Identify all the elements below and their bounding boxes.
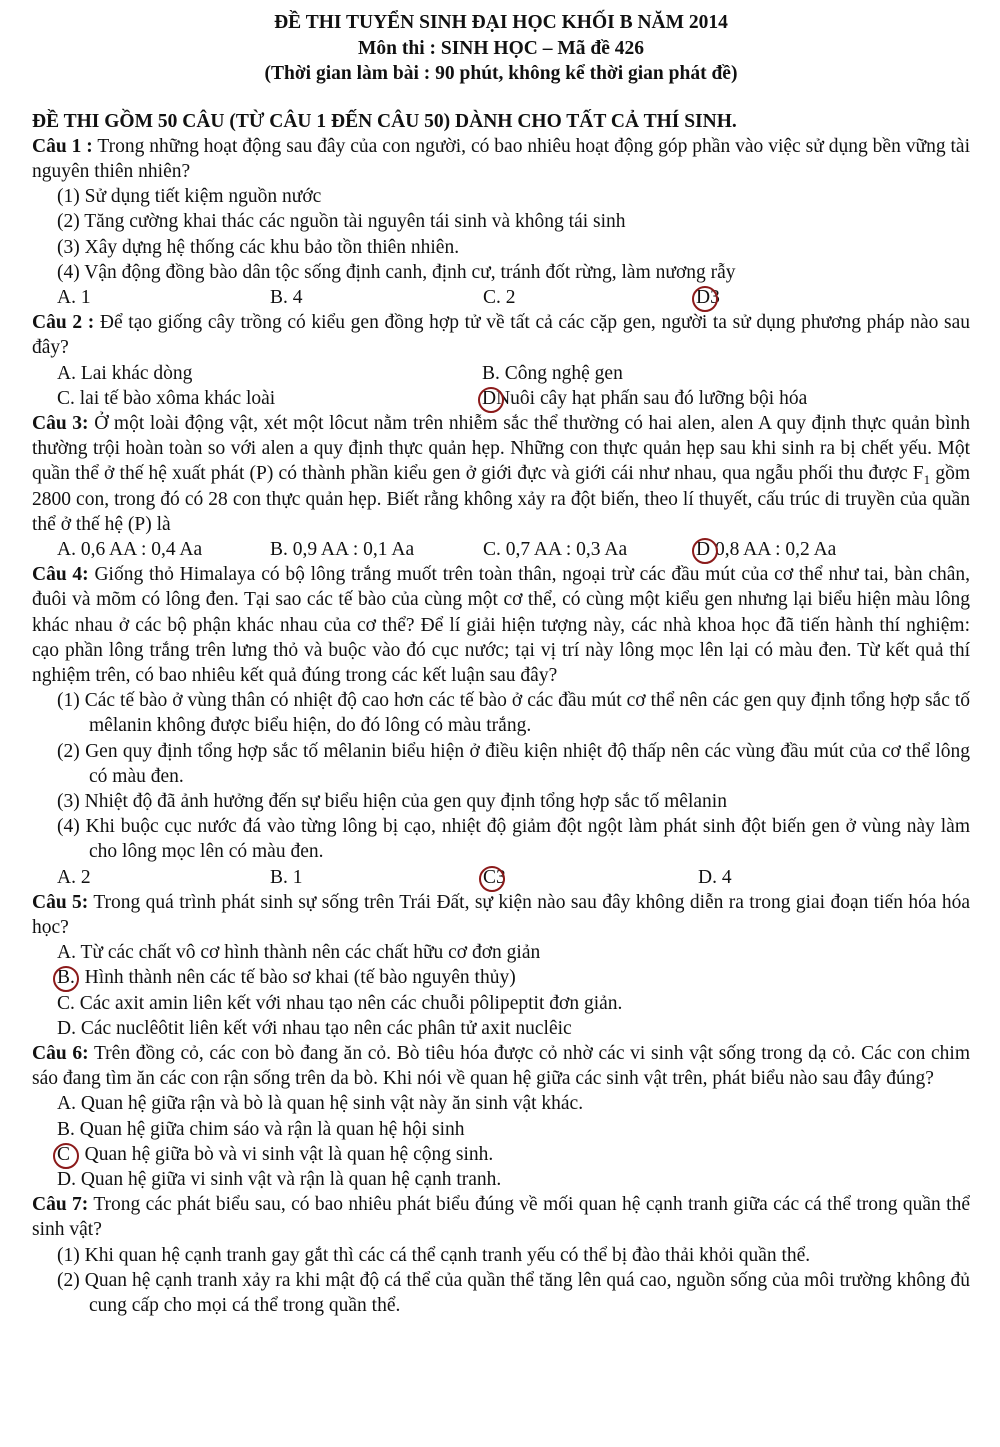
choice-a: A. Lai khác dòng xyxy=(57,362,193,384)
question-label: Câu 3: xyxy=(32,412,89,434)
answer-choices xyxy=(32,361,970,411)
statement: (1) Khi quan hệ cạnh tranh gay gắt thì các cá thể cạnh tranh yếu có thể bị đào thải khỏi quần thể. xyxy=(57,1244,811,1266)
question-2 xyxy=(32,310,970,411)
answer-circle-mark: D xyxy=(696,285,710,310)
choice-a: A. 1 xyxy=(57,286,91,308)
choice-a: A. 0,6 AA : 0,4 Aa xyxy=(57,538,203,560)
exam-subject: Môn thi : SINH HỌC – Mã đề 426 xyxy=(357,37,644,59)
question-6 xyxy=(32,1041,970,1192)
question-text: Để tạo giống cây trồng có kiểu gen đồng hợp tử về tất cả các cặp gen, người ta sử dụng phương pháp nào sau đây? xyxy=(32,312,970,359)
question-5 xyxy=(32,890,970,1041)
question-7 xyxy=(32,1192,970,1318)
answer-circle-mark: C xyxy=(57,1142,70,1167)
question-text-cont: gồm 2800 con, trong đó có 28 con thực quản hẹp. Biết rằng không xảy ra đột biến, theo lí thuyết, cấu trúc di truyền của quần thể ở thế hệ (P) là xyxy=(32,463,971,535)
option-c: C Quan hệ giữa bò và vi sinh vật là quan hệ cộng sinh. xyxy=(32,1142,970,1167)
statement: (4) Vận động đồng bào dân tộc sống định canh, định cư, tránh đốt rừng, làm nương rẫy xyxy=(57,261,736,283)
choice-d: D3 xyxy=(696,285,720,310)
statement: (4) Khi buộc cục nước đá vào từng lông bị cạo, nhiệt độ giảm đột ngột làm phát sinh đột biến gen ở vùng này làm cho lông mọc lên có màu đen. xyxy=(57,816,970,863)
exam-title: ĐỀ THI TUYỂN SINH ĐẠI HỌC KHỐI B NĂM 2014 xyxy=(274,12,728,33)
answer-circle-mark: B. xyxy=(57,965,75,990)
option-b: B. Hình thành nên các tế bào sơ khai (tế bào nguyên thủy) xyxy=(32,965,970,990)
answer-choices xyxy=(32,865,970,890)
question-label: Câu 5: xyxy=(32,891,89,913)
question-text: Trong quá trình phát sinh sự sống trên Trái Đất, sự kiện nào sau đây không diễn ra trong giai đoạn tiến hóa hóa học? xyxy=(32,891,971,938)
choice-d: D. 4 xyxy=(698,866,732,888)
question-text: Giống thỏ Himalaya có bộ lông trắng muốt trên toàn thân, ngoại trừ các đầu mút của cơ thể như tai, bàn chân, đuôi và mõm có lông đen. Tại sao các tế bào của cùng một cơ thể, có cùng một kiểu gen nhưng lại biểu hiện màu lông khác nhau ở các bộ phận khác nhau của cơ thể? Để lí giải hiện tượng này, các nhà khoa học đã tiến hành thí nghiệm: cạo phần lông trắng trên lưng thỏ và buộc vào đó cục nước; tại vị trí này lông mọc lên lại có màu đen. Từ kết quả thí nghiệm trên, có bao nhiêu kết quả đúng trong các kết luận sau đây? xyxy=(32,564,971,686)
question-3 xyxy=(32,411,970,562)
statement: (2) Gen quy định tổng hợp sắc tố mêlanin biểu hiện ở điều kiện nhiệt độ thấp nên các vùng đầu mút của cơ thể lông có màu đen. xyxy=(57,740,970,787)
question-label: Câu 7: xyxy=(32,1194,89,1216)
choice-c: C3 xyxy=(483,865,696,890)
question-text: Ở một loài động vật, xét một lôcut nằm trên nhiễm sắc thể thường có hai alen, alen A quy định thực quản bình thường trội hoàn toàn so với alen a quy định thực quản hẹp. Những con thực quản hẹp sau khi sinh ra bị chết yếu. Một quần thể ở thế hệ xuất phát (P) có thành phần kiểu gen ở giới đực và giới cái như nhau, qua ngẫu phối thu được F xyxy=(32,412,971,485)
answer-circle-mark: C xyxy=(483,865,496,890)
statement: (2) Tăng cường khai thác các nguồn tài nguyên tái sinh và không tái sinh xyxy=(57,211,626,233)
choice-c: C. 0,7 AA : 0,3 Aa xyxy=(483,538,628,560)
option-c: C. Các axit amin liên kết với nhau tạo nên các chuỗi pôlipeptit đơn giản. xyxy=(57,992,623,1014)
question-text: Trong các phát biểu sau, có bao nhiêu phát biểu đúng về mối quan hệ cạnh tranh giữa các cá thể trong quần thể sinh vật? xyxy=(32,1194,970,1241)
question-4 xyxy=(32,562,970,890)
choice-b: B. 0,9 AA : 0,1 Aa xyxy=(270,538,415,560)
choice-a: A. 2 xyxy=(57,866,91,888)
answer-choices xyxy=(32,285,970,310)
choice-b: B. 1 xyxy=(270,866,303,888)
answer-circle-mark: D xyxy=(696,537,710,562)
choice-c: C. 2 xyxy=(483,286,516,308)
question-text: Trong những hoạt động sau đây của con người, có bao nhiêu hoạt động góp phần vào việc sử dụng bền vững tài nguyên thiên nhiên? xyxy=(32,135,971,182)
choice-d: D 0,8 AA : 0,2 Aa xyxy=(696,537,836,562)
question-label: Câu 1 : xyxy=(32,135,93,157)
option-b: B. Quan hệ giữa chim sáo và rận là quan hệ hội sinh xyxy=(57,1118,465,1140)
option-a: A. Từ các chất vô cơ hình thành nên các chất hữu cơ đơn giản xyxy=(57,942,541,964)
question-text: Trên đồng cỏ, các con bò đang ăn cỏ. Bò tiêu hóa được cỏ nhờ các vi sinh vật sống trong dạ cỏ. Các con chim sáo đang tìm ăn các con rận sống trên da bò. Khi nói về quan hệ giữa các sinh vật trên, phát biểu nào sau đây đúng? xyxy=(32,1043,970,1090)
choice-c: C. lai tế bào xôma khác loài xyxy=(57,387,276,409)
exam-header xyxy=(32,10,970,87)
answer-choices xyxy=(32,537,970,562)
statement: (3) Nhiệt độ đã ảnh hưởng đến sự biểu hiện của gen quy định tổng hợp sắc tố mêlanin xyxy=(57,790,727,812)
statement: (2) Quan hệ cạnh tranh xảy ra khi mật độ cá thể của quần thể tăng lên quá cao, nguồn sống của môi trường không đủ cung cấp cho mọi cá thể trong quần thể. xyxy=(57,1269,970,1317)
question-label: Câu 4: xyxy=(32,564,89,586)
choice-b: B. Công nghệ gen xyxy=(482,362,623,384)
subscript: 1 xyxy=(923,472,931,488)
question-label: Câu 2 : xyxy=(32,312,95,334)
exam-notice: ĐỀ THI GỒM 50 CÂU (TỪ CÂU 1 ĐẾN CÂU 50) DÀNH CHO TẤT CẢ THÍ SINH. xyxy=(32,110,737,132)
choice-b: B. 4 xyxy=(270,286,303,308)
option-d: D. Các nuclêôtit liên kết với nhau tạo nên các phân tử axit nuclêic xyxy=(57,1017,572,1039)
exam-time: (Thời gian làm bài : 90 phút, không kể thời gian phát đề) xyxy=(264,63,738,84)
question-1 xyxy=(32,134,970,310)
question-label: Câu 6: xyxy=(32,1043,89,1065)
statement: (1) Sử dụng tiết kiệm nguồn nước xyxy=(57,186,322,208)
answer-circle-mark: D xyxy=(482,386,496,411)
statement: (3) Xây dựng hệ thống các khu bảo tồn thiên nhiên. xyxy=(57,236,460,258)
option-a: A. Quan hệ giữa rận và bò là quan hệ sinh vật này ăn sinh vật khác. xyxy=(57,1093,584,1115)
option-d: D. Quan hệ giữa vi sinh vật và rận là quan hệ cạnh tranh. xyxy=(57,1169,502,1191)
choice-d: DNuôi cây hạt phấn sau đó lưỡng bội hóa xyxy=(482,386,907,411)
statement: (1) Các tế bào ở vùng thân có nhiệt độ cao hơn các tế bào ở các đầu mút cơ thể nên các gen quy định tổng hợp sắc tố mêlanin không được biểu hiện, do đó lông có màu trắng. xyxy=(57,690,970,737)
